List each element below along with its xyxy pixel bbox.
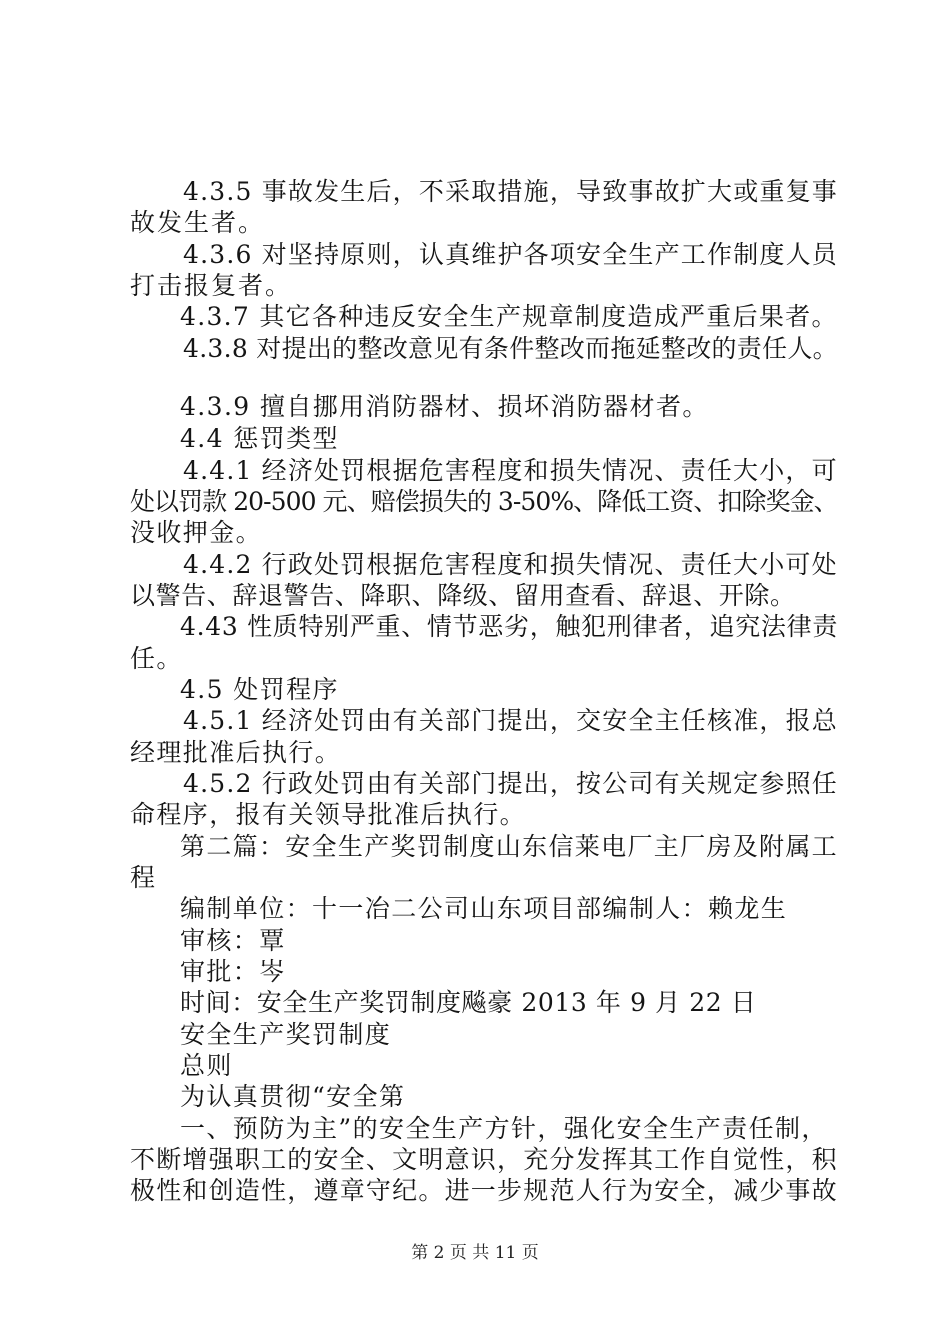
text-line: 审核：覃: [180, 926, 286, 955]
text-line: 安全生产奖罚制度: [180, 1020, 392, 1049]
text-line: 故发生者。: [130, 208, 266, 237]
text-line: 4.3.8 对提出的整改意见有条件整改而拖延整改的责任人。: [183, 334, 838, 363]
text-line: 4.5 处罚程序: [180, 675, 339, 704]
text-line: 为认真贯彻“安全第: [180, 1082, 406, 1111]
text-line: 总则: [180, 1051, 233, 1080]
text-line: 4.4 惩罚类型: [180, 424, 339, 453]
text-line: 没收押金。: [130, 518, 263, 547]
text-line: 4.3.9 擅自挪用消防器材、损坏消防器材者。: [180, 392, 709, 421]
text-line: 4.3.7 其它各种违反安全生产规章制度造成严重后果者。: [180, 302, 838, 331]
text-line: 4.5.2 行政处罚由有关部门提出，按公司有关规定参照任: [183, 769, 838, 798]
text-line: 4.4.2 行政处罚根据危害程度和损失情况、责任大小可处: [183, 550, 838, 579]
text-line: 4.43 性质特别严重、情节恶劣，触犯刑律者，追究法律责: [180, 612, 839, 641]
text-line: 4.5.1 经济处罚由有关部门提出，交安全主任核准，报总: [183, 706, 838, 735]
text-line: 4.3.6 对坚持原则，认真维护各项安全生产工作制度人员: [183, 240, 838, 269]
text-line: 4.4.1 经济处罚根据危害程度和损失情况、责任大小，可: [183, 456, 838, 485]
text-line: 任。: [130, 644, 183, 673]
text-line: 处以罚款 20-500 元、赔偿损失的 3-50%、降低工资、扣除奖金、: [130, 487, 838, 516]
text-line: 不断增强职工的安全、文明意识，充分发挥其工作自觉性，积: [130, 1145, 838, 1174]
text-line: 时间：安全生产奖罚制度飚豪 2013 年 9 月 22 日: [180, 988, 757, 1017]
text-line: 打击报复者。: [130, 271, 293, 300]
text-line: 4.3.5 事故发生后，不采取措施，导致事故扩大或重复事: [183, 177, 838, 206]
text-line: 极性和创造性，遵章守纪。进一步规范人行为安全，减少事故: [130, 1176, 838, 1205]
text-line: 经理批准后执行。: [130, 738, 342, 767]
text-line: 一、预防为主”的安全生产方针，强化安全生产责任制，: [180, 1114, 828, 1143]
text-line: 编制单位：十一冶二公司山东项目部编制人：赖龙生: [180, 894, 788, 923]
text-line: 以警告、辞退警告、降职、降级、留用查看、辞退、开除。: [130, 581, 796, 610]
text-line: 程: [130, 863, 157, 892]
page-footer: 第 2 页 共 11 页: [411, 1243, 539, 1263]
text-line: 审批：岑: [180, 957, 286, 986]
text-line: 命程序，报有关领导批准后执行。: [130, 800, 527, 829]
text-line: 第二篇：安全生产奖罚制度山东信莱电厂主厂房及附属工: [180, 832, 839, 861]
